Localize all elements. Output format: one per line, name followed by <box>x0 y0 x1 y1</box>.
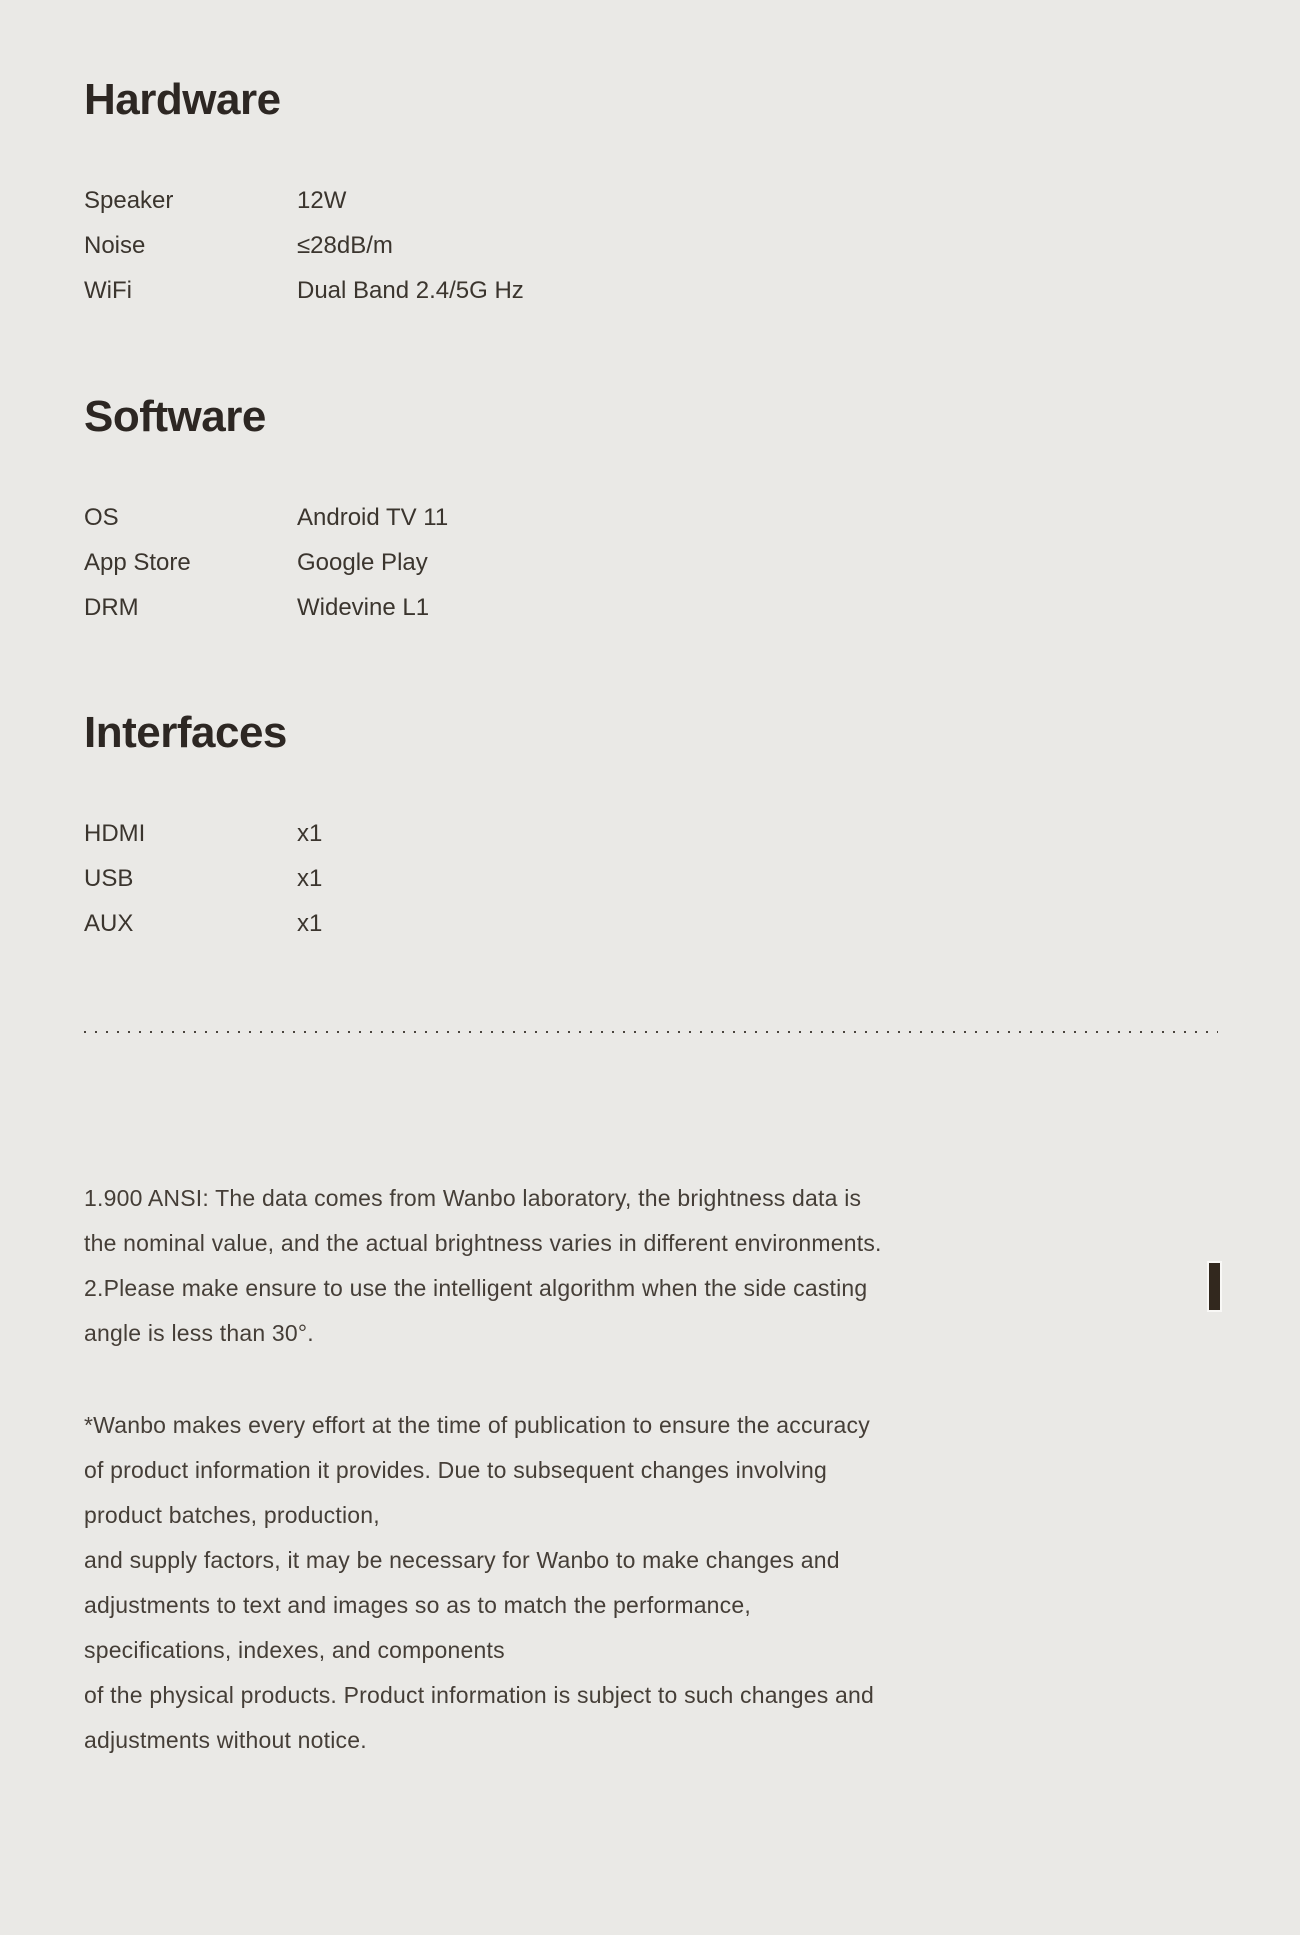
spec-label: App Store <box>84 549 191 576</box>
footnote-line: angle is less than 30°. <box>84 1320 314 1346</box>
table-row <box>84 540 1220 585</box>
section-title-interfaces: Interfaces <box>84 708 287 757</box>
spec-value: x1 <box>297 910 323 937</box>
table-row <box>84 811 1220 856</box>
footnote-line: adjustments without notice. <box>84 1727 367 1753</box>
dotted-divider <box>84 1031 1218 1033</box>
section-software <box>84 393 1220 630</box>
spec-value: Android TV 11 <box>297 504 449 531</box>
footnote-line: adjustments to text and images so as to match the performance, <box>84 1592 751 1618</box>
table-row <box>84 178 1220 223</box>
section-title-software: Software <box>84 392 266 441</box>
spec-page <box>0 76 1300 1763</box>
table-row <box>84 901 1220 946</box>
footnote-line: of the physical products. Product information is subject to such changes and <box>84 1682 874 1708</box>
table-row <box>84 268 1220 313</box>
spec-label: WiFi <box>84 277 132 304</box>
footnote-line: specifications, indexes, and components <box>84 1637 505 1663</box>
table-row <box>84 495 1220 540</box>
hardware-spec-table <box>84 178 1220 313</box>
spec-label: AUX <box>84 910 134 937</box>
footnotes <box>84 1176 1220 1763</box>
spec-label: DRM <box>84 594 139 621</box>
section-hardware <box>84 76 1220 313</box>
spec-label: HDMI <box>84 820 146 847</box>
footnote-line: *Wanbo makes every effort at the time of publication to ensure the accuracy <box>84 1412 870 1438</box>
footnote-paragraph-1 <box>84 1176 1220 1356</box>
footnote-line: 1.900 ANSI: The data comes from Wanbo laboratory, the brightness data is <box>84 1185 862 1211</box>
spec-label: USB <box>84 865 134 892</box>
table-row <box>84 856 1220 901</box>
interfaces-spec-table <box>84 811 1220 946</box>
spec-value: 12W <box>297 187 347 214</box>
spec-value: x1 <box>297 865 323 892</box>
spec-value: ≤28dB/m <box>297 232 393 259</box>
spec-value: Widevine L1 <box>297 594 430 621</box>
section-title-hardware: Hardware <box>84 75 281 124</box>
footnote-line: the nominal value, and the actual brightness varies in different environments. <box>84 1230 882 1256</box>
scrollbar-thumb[interactable] <box>1207 1261 1222 1312</box>
footnote-line: of product information it provides. Due to subsequent changes involving <box>84 1457 827 1483</box>
footnote-line: product batches, production, <box>84 1502 380 1528</box>
footnote-paragraph-2 <box>84 1403 1220 1763</box>
spec-value: Dual Band 2.4/5G Hz <box>297 277 524 304</box>
table-row <box>84 223 1220 268</box>
footnote-line: 2.Please make ensure to use the intelligent algorithm when the side casting <box>84 1275 868 1301</box>
section-interfaces <box>84 709 1220 946</box>
spec-value: Google Play <box>297 549 428 576</box>
footnote-line: and supply factors, it may be necessary for Wanbo to make changes and <box>84 1547 840 1573</box>
table-row <box>84 585 1220 630</box>
spec-label: OS <box>84 504 119 531</box>
spec-label: Speaker <box>84 187 174 214</box>
spec-label: Noise <box>84 232 146 259</box>
software-spec-table <box>84 495 1220 630</box>
spec-value: x1 <box>297 820 323 847</box>
